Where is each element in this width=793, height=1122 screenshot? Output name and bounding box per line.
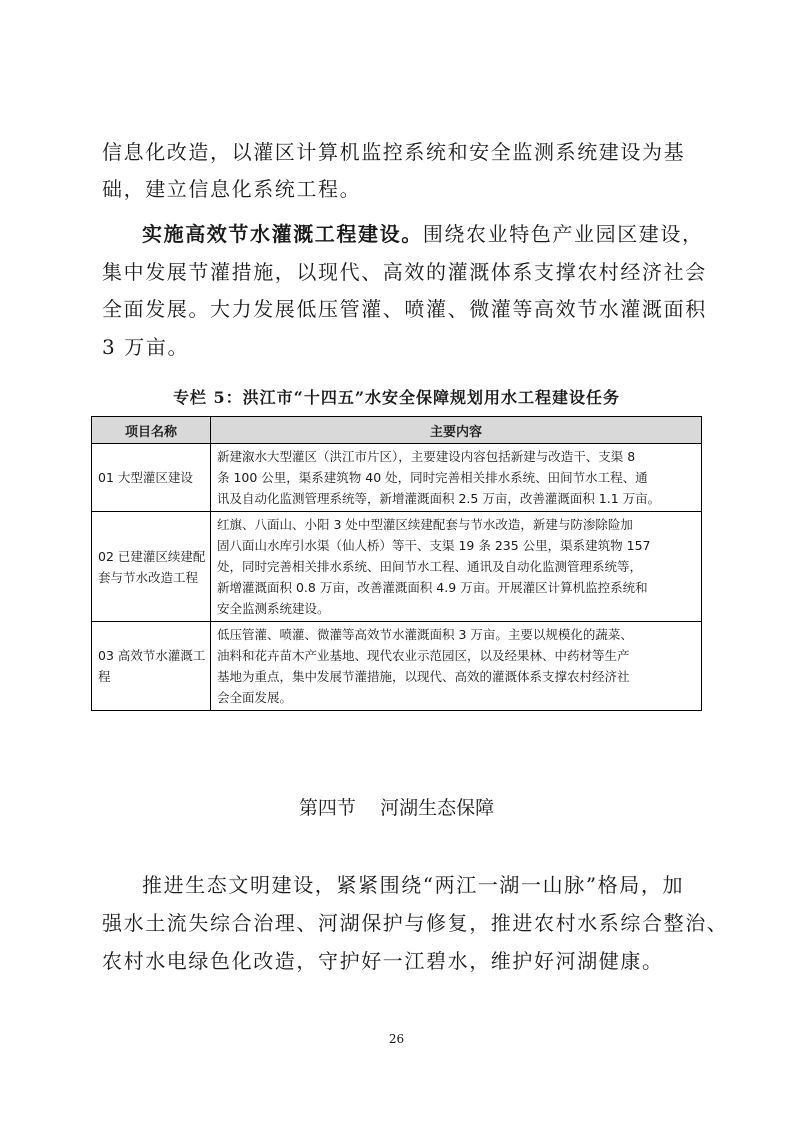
project-name-text: 03 高效节水灌溉工 [98,648,206,663]
project-name-cell [92,622,211,711]
page-number: 26 [388,1032,405,1046]
intro-line-1: 信息化改造，以灌区计算机监控系统和安全监测系统建设为基 [102,140,686,164]
river-lake-line-3: 农村水电绿色化改造，守护好一江碧水，维护好河湖健康。 [102,949,664,973]
content-line: 新建溆水大型灌区（洪江市片区），主要建设内容包括新建与改造干、支渠 8 [217,449,636,464]
project-content-cell [211,444,702,512]
table-row [92,512,702,622]
content-line: 条 100 公里，渠系建筑物 40 处，同时完善相关排水系统、田间节水工程、通 [217,470,648,485]
water-saving-line-2: 集中发展节灌措施，以现代、高效的灌溉体系支撑农村经济社会 [102,260,707,284]
content-line: 会全面发展。 [217,690,293,705]
paragraph-lead-rest: 围绕农业特色产业园区建设， [422,222,704,246]
intro-line-2: 础，建立信息化系统工程。 [102,177,362,201]
project-table [91,416,702,711]
project-name-cell [92,512,211,622]
content-line: 讯及自动化监测管理系统等，新增灌溉面积 2.5 万亩，改善灌溉面积 1.1 万亩。 [217,491,661,506]
table-row [92,622,702,711]
header-project-name: 项目名称 [92,417,211,444]
project-name-text: 01 大型灌区建设 [98,470,193,485]
content-line: 基地为重点，集中发展节灌措施，以现代、高效的灌溉体系支撑农村经济社 [217,669,630,684]
content-line: 固八面山水库引水渠（仙人桥）等干、支渠 19 条 235 公里，渠系建筑物 157 [217,538,651,553]
river-lake-line-2: 强水土流失综合治理、河湖保护与修复，推进农村水系综合整治、 [102,911,729,935]
section-heading: 第四节 河湖生态保障 [298,797,495,819]
content-line: 红旗、八面山、小阳 3 处中型灌区续建配套与节水改造，新建与防渗除险加 [217,517,633,532]
water-saving-line-3: 全面发展。大力发展低压管灌、喷灌、微灌等高效节水灌溉面积 [102,297,707,321]
table-row [92,444,702,512]
content-line: 油料和花卉苗木产业基地、现代农业示范园区，以及经果林、中药材等生产 [217,648,630,663]
content-line: 处，同时完善相关排水系统、田间节水工程、通讯及自动化监测管理系统等， [217,559,643,574]
project-name-text: 02 已建灌区续建配 [98,548,206,564]
river-lake-line-1: 推进生态文明建设，紧紧围绕“两江一湖一山脉”格局，加 [142,873,685,897]
water-saving-line-1 [142,224,704,244]
water-saving-line-4: 3 万亩。 [102,335,190,359]
content-line: 新增灌溉面积 0.8 万亩，改善灌溉面积 4.9 万亩。开展灌区计算机监控系统和 [217,580,648,595]
project-name-cell [92,444,211,512]
project-content-cell [211,622,702,711]
paragraph-bold-lead: 实施高效节水灌溉工程建设。 [142,222,423,246]
project-name-text: 程 [98,669,111,684]
project-content-cell [211,512,702,622]
project-name-text: 套与节水改造工程 [98,569,199,585]
content-line: 安全监测系统建设。 [217,601,330,616]
table-caption: 专栏 5：洪江市“十四五”水安全保障规划用水工程建设任务 [172,388,621,407]
table-header-row [92,417,702,444]
content-line: 低压管灌、喷灌、微灌等高效节水灌溉面积 3 万亩。主要以规模化的蔬菜、 [217,627,633,642]
header-main-content: 主要内容 [211,417,702,444]
